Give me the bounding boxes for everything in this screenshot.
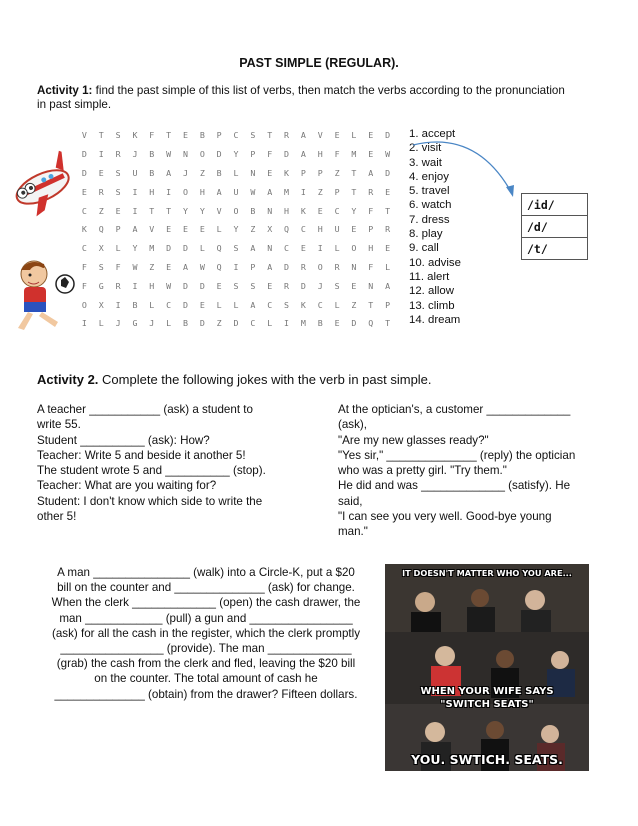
activity2-label: Activity 2.	[37, 372, 99, 387]
word-search-letter: C	[300, 224, 306, 235]
word-search-letter: R	[284, 130, 290, 141]
word-search-letter: Z	[334, 167, 340, 178]
word-search-letter: I	[132, 186, 138, 197]
word-search-grid	[76, 126, 396, 333]
word-search-letter: L	[233, 167, 239, 178]
word-search-letter: H	[149, 280, 155, 291]
word-search-letter: F	[368, 261, 374, 272]
verb-item: 6. watch	[409, 199, 452, 212]
verb-item: 7. dress	[409, 213, 450, 226]
word-search-row	[76, 220, 396, 239]
word-search-letter: Q	[216, 261, 222, 272]
joke-optician	[338, 402, 603, 540]
word-search-letter: A	[166, 167, 172, 178]
word-search-letter: F	[115, 261, 121, 272]
word-search-letter: I	[284, 318, 290, 329]
word-search-letter: C	[81, 243, 87, 254]
word-search-letter: E	[182, 130, 188, 141]
word-search-letter: T	[166, 205, 172, 216]
word-search-letter: B	[132, 299, 138, 310]
verb-item: 14. dream	[409, 313, 461, 326]
word-search-letter: E	[385, 243, 391, 254]
word-search-letter: L	[233, 299, 239, 310]
word-search-letter: V	[81, 130, 87, 141]
word-search-letter: O	[182, 186, 188, 197]
word-search-letter: C	[250, 318, 256, 329]
word-search-letter: R	[334, 261, 340, 272]
word-search-letter: A	[300, 130, 306, 141]
word-search-letter: V	[149, 224, 155, 235]
word-search-letter: T	[267, 130, 273, 141]
word-search-letter: T	[166, 130, 172, 141]
word-search-letter: S	[115, 130, 121, 141]
word-search-letter: W	[166, 280, 172, 291]
word-search-letter: S	[284, 299, 290, 310]
word-search-letter: E	[267, 167, 273, 178]
word-search-letter: L	[334, 299, 340, 310]
word-search-letter: I	[98, 149, 104, 160]
word-search-letter: K	[300, 205, 306, 216]
word-search-letter: Y	[132, 243, 138, 254]
word-search-letter: W	[199, 261, 205, 272]
verb-item: 11. alert	[409, 270, 450, 283]
word-search-letter: I	[166, 186, 172, 197]
word-search-letter: D	[385, 167, 391, 178]
pronunciation-t: /t/	[522, 238, 588, 260]
text-line: Student __________ (ask): How?	[37, 433, 210, 447]
word-search-letter: Z	[250, 224, 256, 235]
verb-item: 10. advise	[409, 256, 461, 269]
text-line: Teacher: Write 5 and beside it another 5!	[37, 448, 246, 462]
word-search-letter: B	[216, 167, 222, 178]
word-search-letter: A	[385, 280, 391, 291]
activity1-instructions	[37, 84, 607, 112]
word-search-letter: B	[182, 318, 188, 329]
word-search-letter: A	[267, 261, 273, 272]
word-search-letter: X	[98, 299, 104, 310]
word-search-letter: L	[166, 318, 172, 329]
word-search-letter: D	[216, 149, 222, 160]
word-search-letter: Q	[368, 318, 374, 329]
word-search-letter: I	[81, 318, 87, 329]
text-line: At the optician's, a customer _____________	[338, 403, 571, 416]
word-search-letter: O	[351, 243, 357, 254]
text-line: ______________ (obtain) from the drawer? Fifteen dollars.	[54, 687, 358, 701]
word-search-letter: Y	[233, 149, 239, 160]
word-search-letter: B	[317, 318, 323, 329]
word-search-letter: O	[233, 205, 239, 216]
pronunciation-d: /d/	[522, 216, 588, 238]
word-search-letter: H	[199, 186, 205, 197]
word-search-row	[76, 276, 396, 295]
word-search-letter: N	[267, 205, 273, 216]
text-line: "I can see you very well. Good-bye young	[338, 510, 552, 524]
text-line: (ask) for all the cash in the register, which the clerk promptly	[51, 626, 360, 640]
word-search-letter: C	[334, 205, 340, 216]
word-search-letter: F	[81, 261, 87, 272]
word-search-letter: P	[216, 130, 222, 141]
word-search-letter: A	[250, 299, 256, 310]
meme-caption-middle-2: "SWITCH SEATS"	[440, 699, 534, 710]
word-search-letter: U	[334, 224, 340, 235]
word-search-letter: L	[199, 243, 205, 254]
word-search-letter: X	[98, 243, 104, 254]
word-search-letter: Y	[182, 205, 188, 216]
word-search-letter: E	[334, 130, 340, 141]
word-search-row	[76, 258, 396, 277]
word-search-letter: S	[98, 261, 104, 272]
word-search-letter: L	[149, 299, 155, 310]
verb-item: 8. play	[409, 228, 443, 241]
word-search-letter: L	[267, 318, 273, 329]
word-search-letter: O	[317, 261, 323, 272]
word-search-letter: R	[385, 224, 391, 235]
word-search-row	[76, 164, 396, 183]
meme-image	[385, 564, 589, 771]
word-search-row	[76, 201, 396, 220]
text-line: A teacher ___________ (ask) a student to	[37, 403, 253, 416]
activity2-text: Complete the following jokes with the verb in past simple.	[98, 372, 432, 387]
word-search-letter: G	[132, 318, 138, 329]
word-search-letter: P	[250, 149, 256, 160]
activity1-label: Activity 1:	[37, 84, 93, 97]
word-search-letter: L	[115, 243, 121, 254]
word-search-letter: D	[233, 318, 239, 329]
activity1-text-2: in past simple.	[37, 98, 112, 111]
word-search-letter: Q	[98, 224, 104, 235]
text-line: said,	[338, 494, 363, 508]
word-search-letter: E	[368, 149, 374, 160]
word-search-letter: J	[132, 149, 138, 160]
word-search-letter: D	[199, 280, 205, 291]
word-search-letter: E	[368, 130, 374, 141]
word-search-letter: P	[250, 261, 256, 272]
word-search-letter: R	[115, 149, 121, 160]
text-line: man."	[338, 525, 368, 539]
word-search-letter: E	[216, 280, 222, 291]
word-search-letter: P	[368, 224, 374, 235]
text-line: Student: I don't know which side to write the	[37, 494, 263, 508]
verb-item: 12. allow	[409, 285, 454, 298]
circle-k-story	[37, 565, 375, 702]
word-search-letter: U	[132, 167, 138, 178]
word-search-letter: E	[166, 224, 172, 235]
airplane-illustration	[4, 150, 76, 222]
meme-caption-bottom: YOU. SWTICH. SEATS.	[411, 752, 563, 767]
word-search-letter: L	[216, 224, 222, 235]
word-search-letter: Y	[233, 224, 239, 235]
word-search-letter: J	[149, 318, 155, 329]
word-search-row	[76, 239, 396, 258]
verb-item: 3. wait	[409, 156, 442, 169]
word-search-letter: P	[317, 167, 323, 178]
activity2-instructions	[37, 372, 432, 387]
word-search-letter: W	[385, 149, 391, 160]
word-search-letter: E	[182, 224, 188, 235]
word-search-letter: J	[317, 280, 323, 291]
text-line: man ____________ (pull) a gun and ________________	[59, 611, 353, 625]
word-search-letter: R	[284, 280, 290, 291]
word-search-letter: C	[284, 243, 290, 254]
word-search-letter: M	[284, 186, 290, 197]
word-search-letter: O	[199, 149, 205, 160]
word-search-letter: T	[149, 205, 155, 216]
word-search-letter: T	[98, 130, 104, 141]
text-line: A man _______________ (walk) into a Circle-K, put a $20	[57, 566, 355, 579]
word-search-letter: H	[149, 186, 155, 197]
word-search-letter: O	[81, 299, 87, 310]
word-search-letter: L	[216, 299, 222, 310]
word-search-letter: F	[81, 280, 87, 291]
word-search-letter: D	[166, 243, 172, 254]
word-search-letter: B	[250, 205, 256, 216]
word-search-letter: D	[182, 299, 188, 310]
word-search-letter: E	[317, 205, 323, 216]
word-search-letter: R	[368, 186, 374, 197]
word-search-letter: N	[267, 243, 273, 254]
word-search-letter: T	[351, 186, 357, 197]
verb-item: 9. call	[409, 242, 439, 255]
word-search-letter: T	[368, 299, 374, 310]
word-search-letter: K	[300, 299, 306, 310]
word-search-row	[76, 314, 396, 333]
word-search-letter: C	[233, 130, 239, 141]
match-arrow-icon	[405, 140, 530, 210]
word-search-row	[76, 295, 396, 314]
word-search-letter: J	[182, 167, 188, 178]
word-search-letter: D	[284, 261, 290, 272]
word-search-letter: A	[132, 224, 138, 235]
word-search-letter: F	[368, 205, 374, 216]
word-search-letter: L	[351, 130, 357, 141]
word-search-letter: C	[166, 299, 172, 310]
word-search-letter: A	[300, 149, 306, 160]
word-search-letter: D	[81, 167, 87, 178]
activity1-text: find the past simple of this list of verbs, then match the verbs according to the pronunciation	[92, 84, 565, 97]
text-line: Teacher: What are you waiting for?	[37, 479, 217, 493]
word-search-letter: M	[351, 149, 357, 160]
word-search-letter: K	[284, 167, 290, 178]
word-search-letter: E	[166, 261, 172, 272]
word-search-row	[76, 182, 396, 201]
word-search-letter: Z	[317, 186, 323, 197]
word-search-letter: D	[81, 149, 87, 160]
word-search-letter: K	[132, 130, 138, 141]
word-search-letter: N	[182, 149, 188, 160]
word-search-letter: Y	[199, 205, 205, 216]
word-search-letter: P	[115, 224, 121, 235]
text-line: (ask),	[338, 418, 367, 432]
word-search-letter: E	[81, 186, 87, 197]
word-search-letter: Q	[284, 224, 290, 235]
text-line: "Yes sir," ______________ (reply) the optician	[338, 448, 576, 462]
word-search-letter: S	[233, 243, 239, 254]
word-search-letter: E	[115, 205, 121, 216]
word-search-letter: M	[149, 243, 155, 254]
word-search-letter: N	[368, 280, 374, 291]
word-search-row	[76, 145, 396, 164]
word-search-letter: D	[199, 318, 205, 329]
word-search-letter: E	[98, 167, 104, 178]
word-search-letter: E	[300, 243, 306, 254]
word-search-letter: R	[300, 261, 306, 272]
word-search-letter: I	[317, 243, 323, 254]
word-search-letter: N	[351, 261, 357, 272]
text-line: write 55.	[37, 418, 81, 432]
verb-item: 1. accept	[409, 128, 456, 140]
word-search-letter: Z	[216, 318, 222, 329]
word-search-letter: C	[81, 205, 87, 216]
word-search-letter: S	[115, 186, 121, 197]
word-search-letter: D	[300, 280, 306, 291]
word-search-letter: G	[98, 280, 104, 291]
page-title: PAST SIMPLE (REGULAR).	[239, 56, 399, 70]
word-search-letter: E	[199, 224, 205, 235]
text-line: When the clerk _____________ (open) the cash drawer, the	[51, 596, 361, 610]
text-line: He did and was _____________ (satisfy). He	[338, 479, 571, 493]
word-search-letter: M	[300, 318, 306, 329]
word-search-letter: P	[334, 186, 340, 197]
word-search-letter: H	[317, 149, 323, 160]
word-search-letter: D	[351, 318, 357, 329]
word-search-letter: A	[250, 243, 256, 254]
word-search-letter: L	[334, 243, 340, 254]
word-search-letter: N	[250, 167, 256, 178]
word-search-letter: L	[385, 261, 391, 272]
word-search-letter: C	[267, 299, 273, 310]
word-search-letter: P	[385, 299, 391, 310]
word-search-letter: W	[250, 186, 256, 197]
verb-item: 2. visit	[409, 142, 442, 155]
text-line: who was a pretty girl. "Try them."	[338, 464, 507, 478]
verb-item: 4. enjoy	[409, 170, 449, 183]
word-search-letter: X	[267, 224, 273, 235]
word-search-letter: V	[317, 130, 323, 141]
verb-item: 5. travel	[409, 185, 450, 198]
word-search-letter: E	[199, 299, 205, 310]
word-search-letter: W	[132, 261, 138, 272]
meme-photo	[385, 564, 589, 771]
word-search-letter: Z	[351, 299, 357, 310]
meme-caption-middle-1: WHEN YOUR WIFE SAYS	[420, 686, 554, 697]
pronunciation-table	[521, 193, 588, 260]
word-search-letter: E	[385, 186, 391, 197]
word-search-letter: D	[182, 280, 188, 291]
word-search-letter: Y	[351, 205, 357, 216]
word-search-letter: F	[334, 149, 340, 160]
word-search-letter: T	[351, 167, 357, 178]
word-search-letter: Q	[216, 243, 222, 254]
text-line: other 5!	[37, 510, 77, 524]
word-search-letter: D	[385, 130, 391, 141]
text-line: ________________ (provide). The man _____________	[60, 642, 352, 656]
word-search-letter: B	[199, 130, 205, 141]
word-search-letter: F	[149, 130, 155, 141]
word-search-letter: A	[182, 261, 188, 272]
word-search-letter: I	[233, 261, 239, 272]
text-line: (grab) the cash from the clerk and fled, leaving the $20 bill	[56, 657, 356, 671]
word-search-letter: A	[368, 167, 374, 178]
joke-teacher	[37, 402, 302, 524]
text-line: bill on the counter and ______________ (ask) for change.	[57, 581, 355, 595]
word-search-letter: A	[216, 186, 222, 197]
word-search-letter: I	[300, 186, 306, 197]
verb-item: 13. climb	[409, 299, 455, 312]
word-search-letter: L	[98, 318, 104, 329]
word-search-letter: H	[317, 224, 323, 235]
word-search-letter: T	[385, 205, 391, 216]
word-search-letter: E	[267, 280, 273, 291]
word-search-letter: Z	[199, 167, 205, 178]
word-search-letter: E	[351, 224, 357, 235]
word-search-letter: B	[149, 149, 155, 160]
word-search-letter: S	[250, 130, 256, 141]
word-search-letter: B	[149, 167, 155, 178]
word-search-letter: U	[233, 186, 239, 197]
word-search-letter: E	[334, 318, 340, 329]
word-search-letter: S	[334, 280, 340, 291]
word-search-letter: S	[115, 167, 121, 178]
word-search-letter: F	[267, 149, 273, 160]
text-line: The student wrote 5 and __________ (stop).	[37, 464, 266, 478]
word-search-letter: T	[385, 318, 391, 329]
word-search-letter: H	[368, 243, 374, 254]
word-search-letter: Z	[149, 261, 155, 272]
word-search-letter: C	[317, 299, 323, 310]
word-search-letter: H	[284, 205, 290, 216]
word-search-letter: K	[81, 224, 87, 235]
word-search-letter: P	[300, 167, 306, 178]
word-search-row	[76, 126, 396, 145]
word-search-letter: V	[216, 205, 222, 216]
word-search-letter: I	[132, 280, 138, 291]
word-search-letter: Z	[98, 205, 104, 216]
word-search-letter: I	[115, 299, 121, 310]
word-search-letter: I	[132, 205, 138, 216]
word-search-letter: W	[166, 149, 172, 160]
word-search-letter: D	[284, 149, 290, 160]
word-search-letter: A	[267, 186, 273, 197]
boy-with-ball-illustration	[8, 258, 78, 334]
word-search-letter: J	[115, 318, 121, 329]
pronunciation-id: /id/	[522, 194, 588, 216]
word-search-letter: E	[351, 280, 357, 291]
text-line: on the counter. The total amount of cash he	[94, 672, 318, 686]
text-line: "Are my new glasses ready?"	[338, 433, 489, 447]
word-search-letter: D	[182, 243, 188, 254]
word-search-letter: R	[115, 280, 121, 291]
meme-caption-top: IT DOESN'T MATTER WHO YOU ARE...	[402, 568, 572, 578]
word-search-letter: S	[250, 280, 256, 291]
word-search-letter: R	[98, 186, 104, 197]
word-search-letter: S	[233, 280, 239, 291]
